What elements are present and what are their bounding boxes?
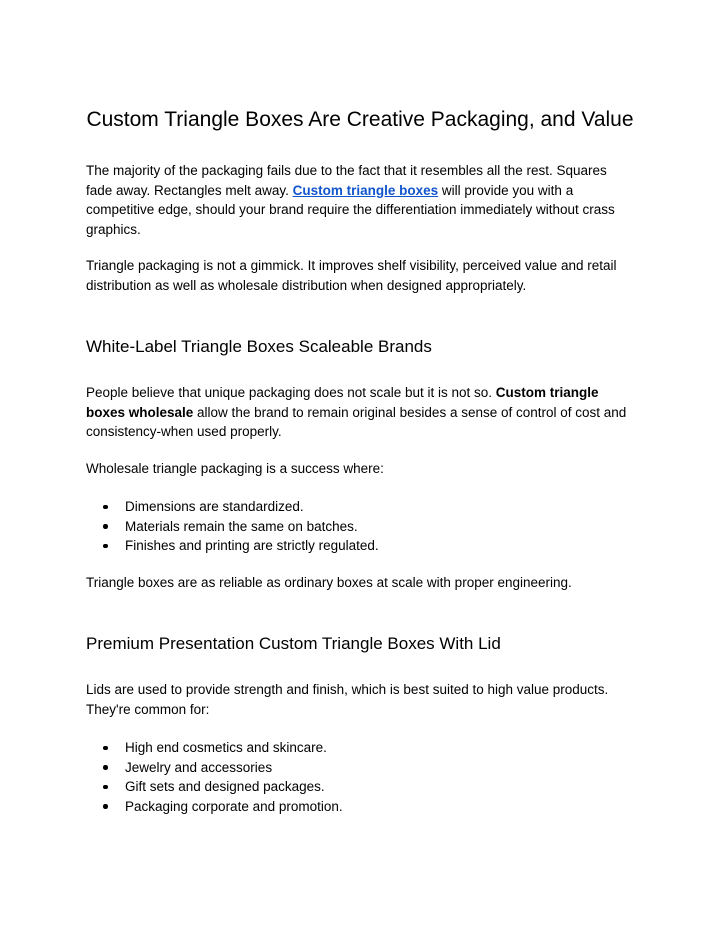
intro-paragraph-2: Triangle packaging is not a gimmick. It improves shelf visibility, perceived value and retail distribution as well as wholesale distribution when designed appropriately. xyxy=(86,258,617,293)
paragraph-text: People believe that unique packaging does not scale but it is not so. xyxy=(86,385,496,400)
bullet-icon xyxy=(103,524,108,529)
list-item xyxy=(86,738,634,758)
custom-triangle-boxes-link[interactable]: Custom triangle boxes xyxy=(292,182,439,198)
white-label-paragraph-3: Triangle boxes are as reliable as ordinary boxes at scale with proper engineering. xyxy=(86,574,572,590)
paragraph-text: The majority of the packaging fails due to the fact that it resembles all the rest. Squares fade away. Rectangles melt away. xyxy=(86,163,607,198)
white-label-paragraph-1 xyxy=(86,383,634,442)
list-item-text: Materials remain the same on batches. xyxy=(125,518,358,534)
list-item xyxy=(86,536,634,556)
document-title: Custom Triangle Boxes Are Creative Packaging, and Value xyxy=(86,108,634,131)
bullet-icon xyxy=(103,804,108,809)
paragraph-text: allow the brand to remain original besides a sense of control of cost and consistency-when used properly. xyxy=(86,404,627,439)
list-item xyxy=(86,758,634,778)
list-item xyxy=(86,797,634,817)
premium-bullet-list xyxy=(86,738,634,816)
premium-paragraph-1: Lids are used to provide strength and finish, which is best suited to high value products. They're common for: xyxy=(86,682,609,717)
bullet-icon xyxy=(103,544,108,549)
section-heading-premium: Premium Presentation Custom Triangle Boxes With Lid xyxy=(86,634,501,653)
bold-text-custom-triangle-boxes-wholesale: Custom triangle boxes wholesale xyxy=(86,385,599,420)
bullet-icon xyxy=(103,765,108,770)
list-item-text: Jewelry and accessories xyxy=(125,759,273,775)
bullet-icon xyxy=(103,746,108,751)
list-item-text: Packaging corporate and promotion. xyxy=(125,798,343,814)
list-item-text: Dimensions are standardized. xyxy=(125,499,304,514)
white-label-bullet-list xyxy=(86,497,634,556)
list-item-text: High end cosmetics and skincare. xyxy=(125,740,327,755)
bullet-icon xyxy=(103,785,108,790)
list-item xyxy=(86,517,634,537)
bullet-icon xyxy=(103,505,108,510)
list-item-text: Gift sets and designed packages. xyxy=(125,779,325,794)
white-label-paragraph-2: Wholesale triangle packaging is a success where: xyxy=(86,460,384,476)
section-heading-white-label: White-Label Triangle Boxes Scaleable Brands xyxy=(86,337,432,356)
list-item xyxy=(86,777,634,797)
paragraph-text: will provide you with a competitive edge, should your brand require the differentiation immediately without crass graphics. xyxy=(86,182,615,237)
intro-paragraph-1 xyxy=(86,161,634,239)
list-item xyxy=(86,497,634,517)
list-item-text: Finishes and printing are strictly regulated. xyxy=(125,538,379,553)
